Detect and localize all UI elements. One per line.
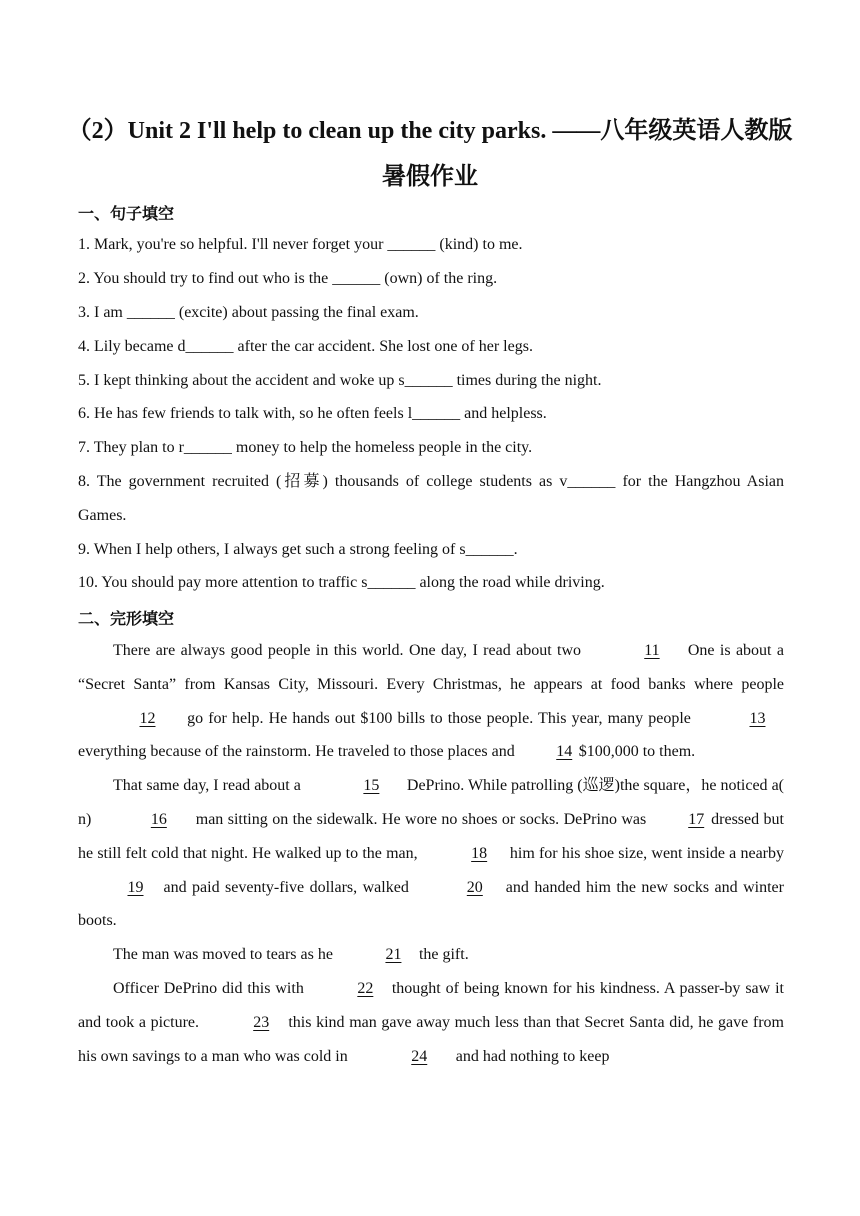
- question-3: 3. I am ______ (excite) about passing the final exam.: [78, 304, 419, 321]
- passage-text: and paid seventy-five dollars, walked: [158, 878, 415, 896]
- cloze-paragraph-3: [78, 938, 784, 972]
- passage-text: man sitting on the sidewalk. He wore no shoes or socks. DePrino was: [191, 810, 651, 828]
- blank-20: 20: [466, 878, 483, 896]
- section-heading-cloze: 二、完形填空: [78, 609, 175, 628]
- cloze-passage: [78, 634, 784, 1073]
- passage-text: go for help. He hands out $100 bills to those people. This year, many people: [182, 709, 696, 727]
- passage-text: the gift.: [418, 946, 469, 964]
- question-1: 1. Mark, you're so helpful. I'll never forget your ______ (kind) to me.: [78, 236, 523, 253]
- cloze-paragraph-4: [78, 972, 784, 1073]
- blank-22: 22: [357, 979, 374, 997]
- question-9: 9. When I help others, I always get such a strong feeling of s______.: [78, 541, 518, 558]
- question-4: 4. Lily became d______ after the car accident. She lost one of her legs.: [78, 338, 533, 355]
- cloze-paragraph-1: [78, 634, 784, 769]
- blank-11: 11: [644, 642, 660, 659]
- passage-text: everything because of the rainstorm. He traveled to those places and: [78, 743, 519, 761]
- passage-text: dressed but he still felt cold that night. He walked up to the man,: [78, 810, 785, 862]
- question-6: 6. He has few friends to talk with, so he often feels l______ and helpless.: [78, 405, 547, 422]
- blank-12: 12: [139, 709, 156, 727]
- cloze-paragraph-2: [78, 769, 784, 938]
- blank-17: 17: [688, 810, 705, 828]
- blank-18: 18: [471, 844, 488, 862]
- section-heading-sentence-fill: 一、句子填空: [78, 204, 175, 223]
- passage-text: and had nothing to keep: [451, 1047, 610, 1065]
- passage-text: Officer DePrino did this with: [113, 979, 304, 997]
- question-8: 8. The government recruited (招募) thousands of college students as v______ for the Hangzhou Asian Games.: [78, 473, 784, 524]
- passage-text: him for his shoe size, went inside a nearby: [505, 844, 784, 862]
- blank-21: 21: [385, 946, 402, 964]
- passage-text: The man was moved to tears as he: [113, 946, 333, 964]
- passage-text: $100,000 to them.: [574, 743, 696, 761]
- blank-14: 14: [556, 743, 573, 761]
- blank-16: 16: [150, 810, 167, 828]
- document-title: [60, 108, 800, 200]
- passage-text: There are always good people in this world. One day, I read about two: [113, 642, 587, 659]
- passage-text: DePrino. While patrolling (巡逻)the square，he noticed a( n): [78, 777, 784, 828]
- question-10: 10. You should pay more attention to traffic s______ along the road while driving.: [78, 574, 605, 591]
- question-2: 2. You should try to find out who is the ______ (own) of the ring.: [78, 270, 498, 287]
- question-7: 7. They plan to r______ money to help the homeless people in the city.: [78, 439, 533, 456]
- blank-13: 13: [749, 709, 766, 727]
- question-5: 5. I kept thinking about the accident and woke up s______ times during the night.: [78, 372, 602, 389]
- title-line-2: 暑假作业: [382, 164, 478, 190]
- passage-text: One is about a “Secret Santa” from Kansas City, Missouri. Every Christmas, he appears at food banks where people: [78, 642, 784, 693]
- passage-text: and handed him the new socks and winter boots.: [78, 878, 784, 930]
- passage-text: That same day, I read about a: [113, 777, 305, 795]
- blank-24: 24: [411, 1047, 428, 1065]
- title-line-1: （2）Unit 2 I'll help to clean up the city parks. ——八年级英语人教版: [67, 118, 793, 144]
- passage-text: thought of being known for his kindness. A passer-by saw it and took a picture.: [78, 979, 785, 1031]
- passage-text: this kind man gave away much less than that Secret Santa did, he gave from his own savings to a man who was cold in: [78, 1013, 785, 1065]
- blank-15: 15: [363, 777, 380, 795]
- blank-19: 19: [127, 878, 144, 896]
- blank-23: 23: [253, 1013, 270, 1031]
